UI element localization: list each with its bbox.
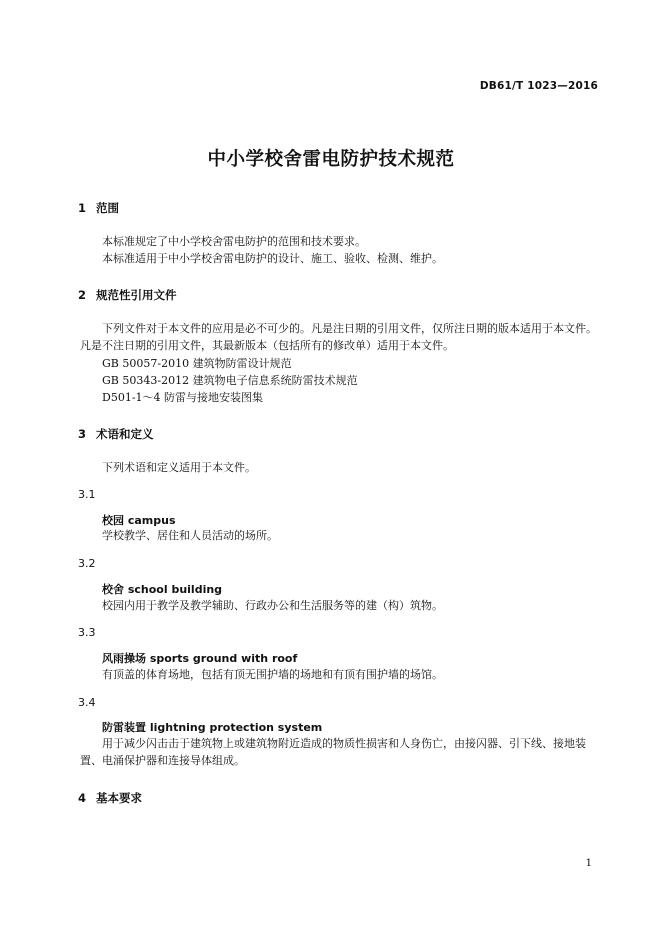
term-definition: 用于减少闪击击于建筑物上或建筑物附近造成的物质性损害和人身伤亡，由接闪器、引下线、接地装置、电涌保护器和连接导体组成。 bbox=[80, 737, 586, 767]
term-number: 3.4 bbox=[78, 696, 96, 709]
reference-item: GB 50057-2010 建筑物防雷设计规范 bbox=[102, 357, 292, 370]
document-number: DB61/T 1023—2016 bbox=[479, 80, 598, 92]
page-number: 1 bbox=[585, 858, 592, 869]
reference-item: D501-1～4 防雷与接地安装图集 bbox=[102, 391, 264, 404]
paragraph: 下列文件对于本文件的应用是必不可少的。凡是注日期的引用文件，仅所注日期的版本适用于本文件。凡是不注日期的引用文件，其最新版本（包括所有的修改单）适用于本文件。 bbox=[80, 322, 597, 352]
section-number: 4 bbox=[78, 791, 87, 805]
paragraph: 下列术语和定义适用于本文件。 bbox=[102, 461, 256, 474]
term-name: 风雨操场 sports ground with roof bbox=[102, 652, 298, 665]
reference-item: GB 50343-2012 建筑物电子信息系统防雷技术规范 bbox=[102, 374, 358, 387]
term-number: 3.2 bbox=[78, 557, 96, 570]
section-number: 3 bbox=[78, 427, 87, 441]
section-heading-1 bbox=[78, 200, 119, 216]
section-heading-4 bbox=[78, 790, 142, 806]
term-name: 校舍 school building bbox=[102, 583, 223, 596]
section-number: 2 bbox=[78, 288, 87, 302]
term-definition: 学校教学、居住和人员活动的场所。 bbox=[102, 529, 278, 542]
term-name: 防雷装置 lightning protection system bbox=[102, 721, 323, 734]
term-number: 3.1 bbox=[78, 488, 96, 501]
section-heading-3 bbox=[78, 426, 154, 442]
paragraph: 本标准规定了中小学校舍雷电防护的范围和技术要求。 bbox=[102, 235, 366, 248]
page-title: 中小学校舍雷电防护技术规范 bbox=[207, 149, 455, 170]
term-number: 3.3 bbox=[78, 626, 96, 639]
section-title: 基本要求 bbox=[96, 791, 142, 805]
paragraph: 本标准适用于中小学校舍雷电防护的设计、施工、验收、检测、维护。 bbox=[102, 252, 443, 265]
term-definition: 有顶盖的体育场地，包括有顶无围护墙的场地和有顶有围护墙的场馆。 bbox=[102, 668, 443, 681]
section-title: 范围 bbox=[96, 201, 119, 215]
section-title: 术语和定义 bbox=[96, 427, 154, 441]
section-number: 1 bbox=[78, 201, 87, 215]
section-heading-2 bbox=[78, 287, 177, 303]
term-definition: 校园内用于教学及教学辅助、行政办公和生活服务等的建（构）筑物。 bbox=[102, 599, 443, 612]
section-title: 规范性引用文件 bbox=[96, 288, 177, 302]
term-name: 校园 campus bbox=[102, 514, 176, 527]
